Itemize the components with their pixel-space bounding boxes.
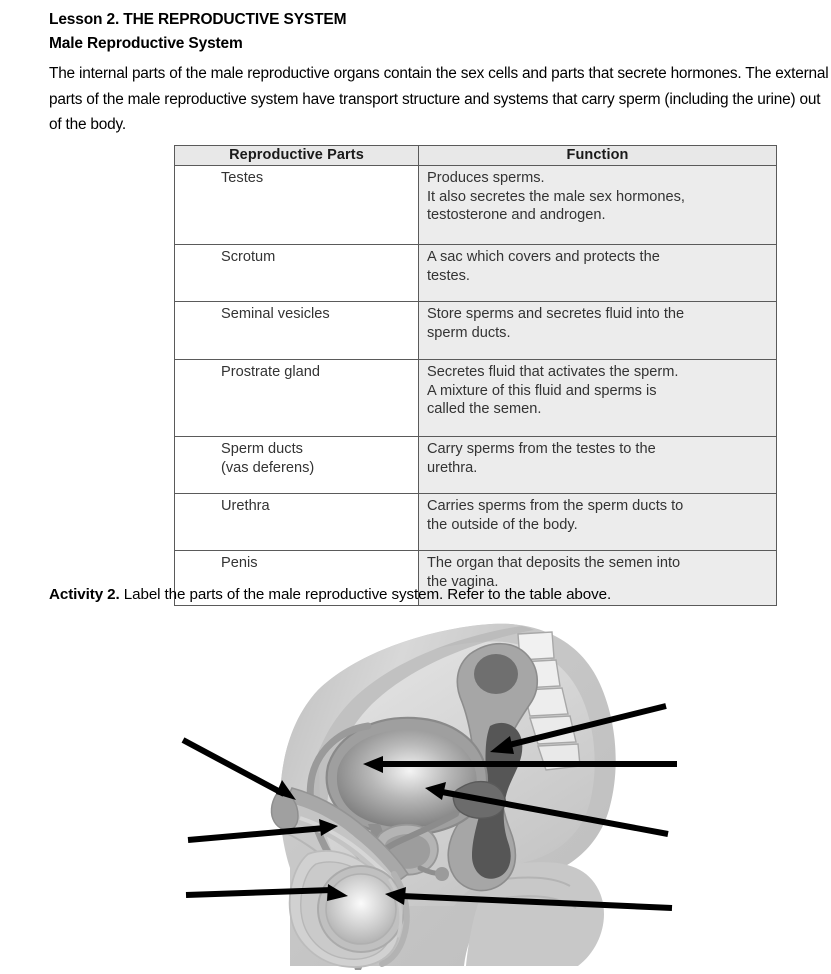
duct-node: [435, 867, 449, 881]
table-row: [175, 437, 777, 494]
cell-function: [419, 245, 777, 302]
activity-text: Label the parts of the male reproductive system. Refer to the table above.: [119, 586, 612, 603]
lesson-title: Lesson 2. THE REPRODUCTIVE SYSTEM: [49, 11, 347, 28]
cell-function: [419, 437, 777, 494]
cell-part: Scrotum: [175, 245, 419, 302]
function-line: Produces sperms.: [427, 170, 545, 186]
table-row: [175, 166, 777, 245]
column-header-parts: Reproductive Parts: [175, 146, 419, 166]
function-line: sperm ducts.: [427, 324, 511, 341]
male-reproductive-system-figure: [180, 618, 680, 970]
table-row: [175, 494, 777, 551]
cell-part: Urethra: [175, 494, 419, 551]
function-line: the vagina.: [427, 573, 499, 590]
column-header-function: Function: [419, 146, 777, 166]
activity-instruction: [49, 586, 611, 603]
function-line: A sac which covers and protects the: [427, 249, 660, 265]
intro-paragraph: The internal parts of the male reproductive organs contain the sex cells and parts that secrete hormones. The external parts of the male reproductive system have transport structure and systems that carry sperm (including the urine) out of the body.: [49, 65, 829, 133]
table-row: [175, 360, 777, 437]
colon-lumen-upper: [474, 654, 518, 694]
function-line: Carries sperms from the sperm ducts to: [427, 498, 684, 514]
part-line: Sperm ducts: [221, 441, 303, 457]
cell-part: Penis: [175, 551, 419, 606]
function-line: urethra.: [427, 459, 478, 476]
cell-part: Prostrate gland: [175, 360, 419, 437]
cell-function: [419, 360, 777, 437]
function-line: Carry sperms from the testes to the: [427, 441, 656, 457]
function-line: testes.: [427, 267, 470, 284]
function-line: The organ that deposits the semen into: [427, 555, 681, 571]
cell-function: [419, 166, 777, 245]
section-title: Male Reproductive System: [49, 35, 243, 52]
table-row: [175, 302, 777, 360]
part-line: (vas deferens): [221, 459, 315, 476]
function-line: testosterone and androgen.: [427, 207, 606, 223]
function-line: It also secretes the male sex hormones,: [427, 188, 685, 205]
testis: [326, 874, 396, 944]
cell-function: [419, 494, 777, 551]
cell-part: Seminal vesicles: [175, 302, 419, 360]
arrow-to-penis-shaft: [183, 740, 296, 800]
reproductive-parts-table: [174, 145, 777, 606]
function-line: Secretes fluid that activates the sperm.: [427, 364, 679, 380]
cell-function: [419, 302, 777, 360]
function-line: called the semen.: [427, 401, 542, 417]
function-line: Store sperms and secretes fluid into the: [427, 306, 685, 322]
activity-label: Activity 2.: [49, 586, 120, 603]
function-line: the outside of the body.: [427, 516, 578, 533]
function-line: A mixture of this fluid and sperms is: [427, 382, 657, 399]
table-header-row: [175, 146, 777, 166]
cell-part: [175, 437, 419, 494]
table-row: [175, 245, 777, 302]
cell-part: Testes: [175, 166, 419, 245]
